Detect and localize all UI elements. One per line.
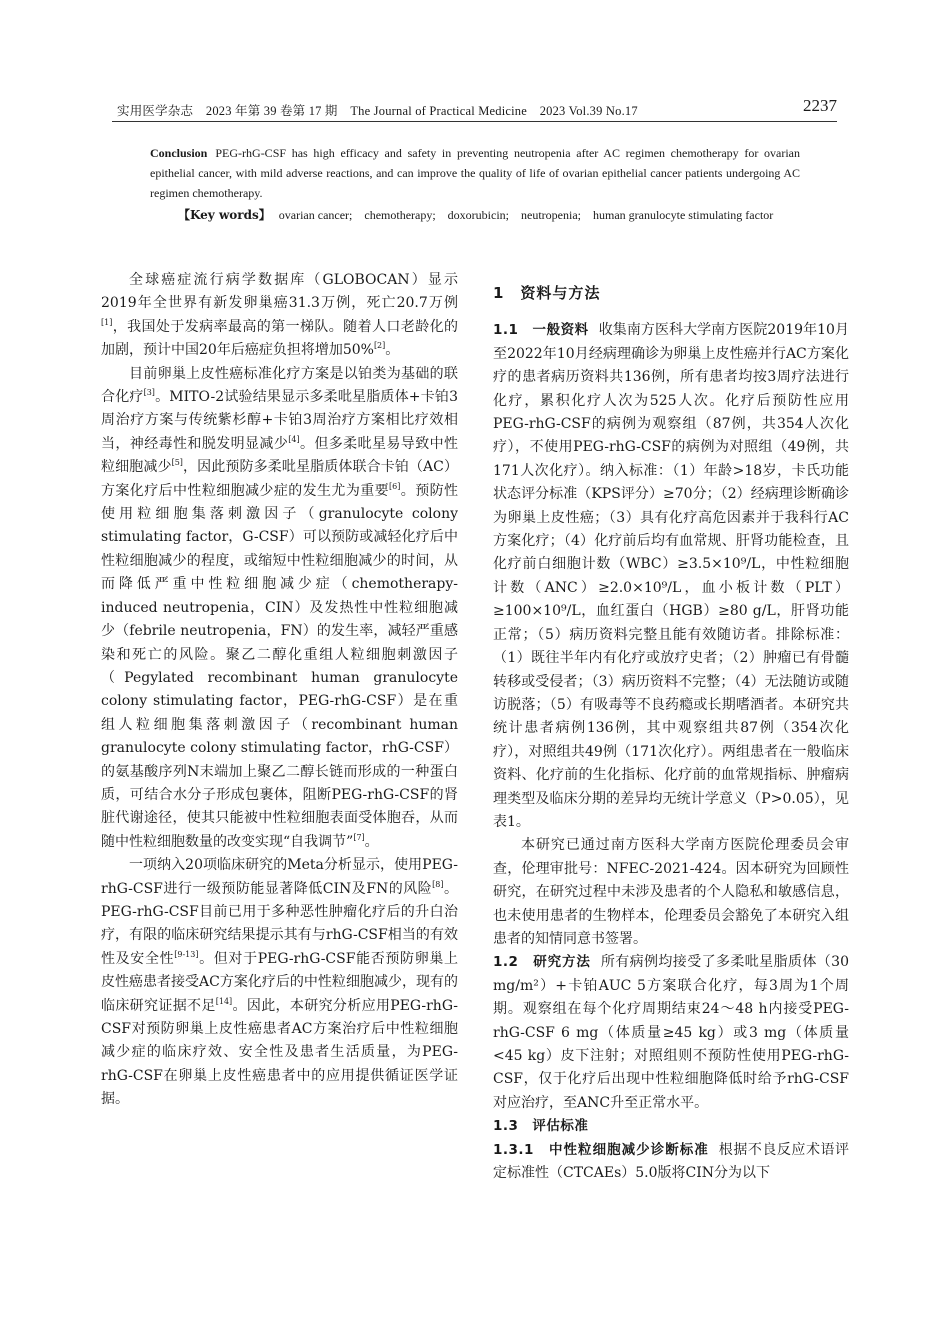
header-rule — [112, 121, 837, 122]
methods-text: 所有病例均接受了多柔吡星脂质体（30 mg/m²）+卡铂AUC 5方案联合化疗，每3周为1个周期。观察组在每个化疗周期结束24～48 h内接受PEG-rhG-CSF 6 mg（体质量≥45 kg）或3 mg（体质量<45 kg）皮下注射；对照组则不预防性使用PEG-rhG-CSF，仅于化疗后出现中性粒细胞降低时给予rhG-CSF对应治疗，至ANC升至正常水平。 — [493, 954, 849, 1111]
ethics-paragraph: 本研究已通过南方医科大学南方医院伦理委员会审查，伦理审批号：NFEC-2021-424。因本研究为回顾性研究，在研究过程中未涉及患者的个人隐私和敏感信息，也未使用患者的生物样本，伦理委员会豁免了本研究入组患者的知情同意书签署。 — [493, 837, 849, 947]
subsection-label-1-3-1: 1.3.1 中性粒细胞减少诊断标准 — [493, 1141, 709, 1158]
intro-paragraph-2 — [101, 363, 458, 855]
text-run: 全球癌症流行病学数据库（GLOBOCAN）显示2019年全世界有新发卵巢癌31.3万例，死亡20.7万例 — [101, 272, 458, 312]
subsection-label-1-1: 1.1 一般资料 — [493, 322, 589, 339]
intro-paragraph-3 — [101, 854, 458, 1111]
citation-ref: [5] — [171, 458, 183, 468]
text-run: 。预防性使用粒细胞集落刺激因子（granulocyte colony stimulating factor，G-CSF）可以预防或减轻化疗后中性粒细胞减少的程度，或缩短中性粒细胞减少的时间，从而降低严重中性粒细胞减少症（chemotherapy-induced neutropenia，CIN）及发热性中性粒细胞减少（febrile neutropenia，FN）的发生率，减轻严重感染和死亡的风险。聚乙二醇化重组人粒细胞刺激因子（Pegylated recombinant human granulocyte colony stimulating factor，PEG-rhG-CSF）是在重组人粒细胞集落刺激因子（recombinant human granulocyte colony stimulating factor，rhG-CSF）的氨基酸序列N末端加上聚乙二醇长链而形成的一种蛋白质，可结合水分子形成包裹体，阻断PEG-rhG-CSF的肾脏代谢途径，使其只能被中性粒细胞表面受体胞吞，从而随中性粒细胞数量的改变实现“自我调节” — [101, 482, 458, 850]
general-data-paragraph — [493, 319, 849, 834]
intro-paragraph-1 — [101, 269, 458, 363]
citation-ref: [1] — [101, 317, 113, 327]
diagnosis-criteria-text: 根据不良反应术语评定标准性（CTCAEs）5.0版将CIN分为以下 — [493, 1141, 850, 1182]
text-run: ，我国处于发病率最高的第一梯队。随着人口老龄化的加剧，预计中国20年后癌症负担将增加50% — [101, 318, 458, 359]
citation-ref: [6] — [389, 481, 401, 491]
citation-ref: [14] — [215, 996, 233, 1006]
keywords-text: ovarian cancer; chemotherapy; doxorubicin; neutropenia; human granulocyte stimulating factor — [278, 208, 774, 222]
running-header — [117, 96, 837, 120]
text-run: 。 — [385, 342, 400, 359]
text-run: 。 — [364, 833, 379, 850]
diagnosis-criteria-paragraph — [493, 1139, 849, 1186]
left-column — [101, 269, 458, 1112]
text-run: 。PEG-rhG-CSF目前已用于多种恶性肿瘤化疗后的升白治疗，有限的临床研究结果提示其有与rhG-CSF相当的有效性及安全性 — [101, 880, 459, 967]
abstract-tail — [150, 143, 800, 227]
text-run: 。因此，本研究分析应用PEG-rhG-CSF对预防卵巢上皮性癌患者AC方案治疗后中性粒细胞减少症的临床疗效、安全性及患者生活质量，为PEG-rhG-CSF在卵巢上皮性癌患者中的应用提供循证医学证据。 — [101, 997, 458, 1108]
citation-ref: [9-13] — [174, 949, 199, 959]
journal-citation-line: 实用医学杂志 2023 年第 39 卷第 17 期 The Journal of Practical Medicine 2023 Vol.39 No.17 — [117, 104, 638, 118]
section-heading-methods: 1 资料与方法 — [493, 284, 601, 302]
text-run: 一项纳入20项临床研究的Meta分析显示，使用PEG-rhG-CSF进行一级预防能显著降低CIN及FN的风险 — [101, 857, 458, 897]
keywords-paragraph — [150, 205, 800, 225]
citation-ref: [7] — [353, 832, 365, 842]
general-data-text: 收集南方医科大学南方医院2019年10月至2022年10月经病理确诊为卵巢上皮性癌并行AC方案化疗的患者病历资料共136例，所有患者均按3周疗法进行化疗，累积化疗人次为525人次。化疗后预防性应用PEG-rhG-CSF的病例为观察组（87例，共354人次化疗），不使用PEG-rhG-CSF的病例为对照组（49例，共171人次化疗）。纳入标准：（1）年龄>18岁，卡氏功能状态评分标准（KPS评分）≥70分；（2）经病理诊断确诊为卵巢上皮性癌；（3）具有化疗高危因素并于我科行AC方案化疗；（4）化疗前后均有血常规、肝肾功能检查，且化疗前白细胞计数（WBC）≥3.5×10⁹/L，中性粒细胞计数（ANC）≥2.0×10⁹/L，血小板计数（PLT）≥100×10⁹/L，血红蛋白（HGB）≥80 g/L，肝肾功能正常；（5）病历资料完整且能有效随访者。排除标准：（1）既往半年内有化疗或放疗史者；（2）肿瘤已有骨髓转移或受侵者；（3）病历资料不完整；（4）无法随访或随访脱落；（5）有吸毒等不良药瘾或长期嗜酒者。本研究共统计患者病例136例，其中观察组共87例（354次化疗），对照组共49例（171次化疗）。两组患者在一般临床资料、化疗前的生化指标、化疗前的血常规指标、肿瘤病理类型及临床分期的差异均无统计学意义（P>0.05），见表1。 — [493, 322, 849, 830]
subsection-title-1-3 — [493, 1115, 849, 1138]
citation-ref: [3] — [143, 388, 155, 398]
subsection-label-1-2: 1.2 研究方法 — [493, 954, 591, 971]
conclusion-text: PEG-rhG-CSF has high efficacy and safety in preventing neutropenia after AC regimen chemotherapy for ovarian epithelial cancer, with mild adverse reactions, and can improve the quality of life of ovarian epithelial cancer patients undergoing AC regimen chemotherapy. — [150, 146, 800, 200]
methods-paragraph — [493, 951, 849, 1115]
conclusion-paragraph — [150, 143, 800, 203]
right-column — [493, 269, 849, 1185]
evaluation-criteria-title: 1.3 评估标准 — [493, 1118, 589, 1135]
text-run: 。但多柔吡星易导致中性粒细胞减少 — [101, 435, 459, 476]
text-run: ，因此预防多柔吡星脂质体联合卡铂（AC）方案化疗后中性粒细胞减少症的发生尤为重要 — [101, 459, 458, 499]
citation-ref: [4] — [288, 434, 300, 444]
text-run: 。MITO-2试验结果显示多柔吡星脂质体+卡铂3周治疗方案与传统紫杉醇+卡铂3周治疗方案相比疗效相当，神经毒性和脱发明显减少 — [101, 389, 459, 452]
text-run: 目前卵巢上皮性癌标准化疗方案是以铂类为基础的联合化疗 — [101, 365, 458, 406]
citation-ref: [8] — [432, 879, 444, 889]
page-number: 2237 — [803, 96, 837, 115]
keywords-label: 【Key words】 — [178, 208, 271, 222]
conclusion-label: Conclusion — [150, 146, 208, 160]
citation-ref: [2] — [373, 341, 386, 351]
text-run: 。但对于PEG-rhG-CSF能否预防卵巢上皮性癌患者接受AC方案化疗后的中性粒细胞减少，现有的临床研究证据不足 — [101, 950, 459, 1014]
